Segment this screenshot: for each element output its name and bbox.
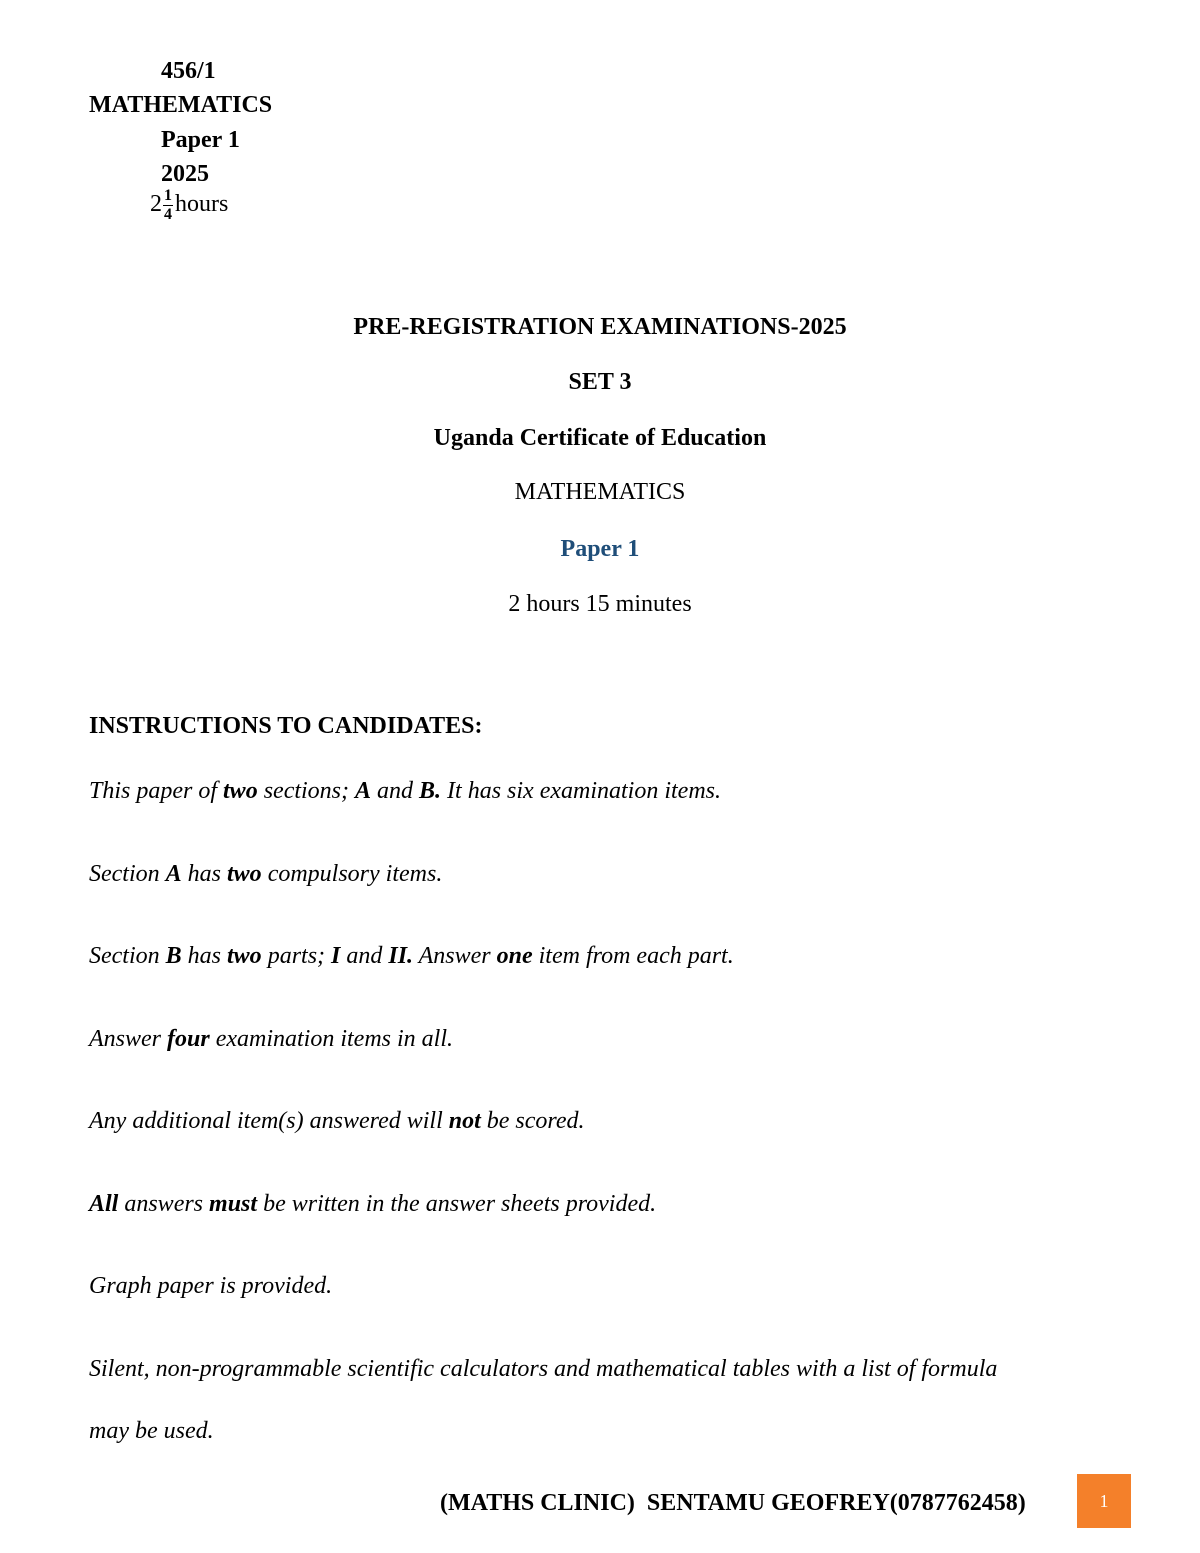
emph: A xyxy=(355,778,372,804)
instruction-answer-sheets xyxy=(89,1192,656,1216)
emph: not xyxy=(448,1108,481,1134)
duration-whole: 2 xyxy=(150,191,162,218)
page-number-badge: 1 xyxy=(1077,1474,1131,1528)
text: sections; xyxy=(257,778,356,804)
certificate-title: Uganda Certificate of Education xyxy=(433,425,767,451)
emph: All xyxy=(89,1191,119,1217)
instruction-graph-paper xyxy=(89,1274,332,1298)
emph: two xyxy=(223,778,258,804)
instruction-section-a xyxy=(89,862,442,886)
instruction-calculators xyxy=(89,1357,997,1381)
text: compulsory items. xyxy=(261,861,443,887)
duration-unit: hours xyxy=(175,191,229,218)
emph: two xyxy=(227,943,262,969)
instructions-heading: INSTRUCTIONS TO CANDIDATES: xyxy=(89,713,483,739)
text: It has six examination items. xyxy=(441,778,722,804)
text: Section xyxy=(89,943,166,969)
instruction-sections xyxy=(89,779,721,803)
emph: one xyxy=(496,943,533,969)
header-paper: Paper 1 xyxy=(161,127,240,153)
text: may be used. xyxy=(89,1418,214,1444)
text: Answer xyxy=(89,1026,167,1052)
text: This paper of xyxy=(89,778,224,804)
emph: two xyxy=(227,861,262,887)
text: and xyxy=(340,943,389,969)
duration-fraction xyxy=(163,188,173,223)
paper-title: Paper 1 xyxy=(560,536,640,562)
time-allowed: 2 hours 15 minutes xyxy=(508,591,692,617)
text: be written in the answer sheets provided. xyxy=(257,1191,657,1217)
header-subject: MATHEMATICS xyxy=(89,92,273,118)
paper-code: 456/1 xyxy=(161,58,216,84)
text: be scored. xyxy=(480,1108,585,1134)
emph: I xyxy=(331,943,341,969)
text: Answer xyxy=(413,943,497,969)
exam-title: PRE-REGISTRATION EXAMINATIONS-2025 xyxy=(353,314,847,340)
instruction-calculators-cont xyxy=(89,1419,214,1443)
text: answers xyxy=(118,1191,210,1217)
text: and xyxy=(371,778,420,804)
emph: A xyxy=(165,861,182,887)
emph: four xyxy=(167,1026,210,1052)
text: Graph paper is provided. xyxy=(89,1273,333,1299)
fraction-denominator: 4 xyxy=(164,206,172,223)
set-label: SET 3 xyxy=(568,369,632,395)
text: Section xyxy=(89,861,166,887)
text: has xyxy=(181,943,227,969)
text: has xyxy=(181,861,227,887)
emph: B xyxy=(165,943,182,969)
text: Silent, non-programmable scientific calculators and mathematical tables with a list of formula xyxy=(89,1356,998,1382)
text: Any additional item(s) answered will xyxy=(89,1108,449,1134)
emph: II. xyxy=(388,943,414,969)
instruction-additional-items xyxy=(89,1109,585,1133)
text: parts; xyxy=(261,943,332,969)
text: item from each part. xyxy=(532,943,734,969)
header-duration xyxy=(150,188,228,223)
subject-title: MATHEMATICS xyxy=(514,479,686,505)
emph: must xyxy=(209,1191,258,1217)
fraction-numerator: 1 xyxy=(164,187,172,204)
emph: B. xyxy=(419,778,442,804)
instruction-section-b xyxy=(89,944,734,968)
footer-author: (MATHS CLINIC) SENTAMU GEOFREY(0787762458) xyxy=(440,1490,1026,1516)
text: examination items in all. xyxy=(209,1026,453,1052)
header-year: 2025 xyxy=(161,161,209,187)
instruction-answer-four xyxy=(89,1027,453,1051)
